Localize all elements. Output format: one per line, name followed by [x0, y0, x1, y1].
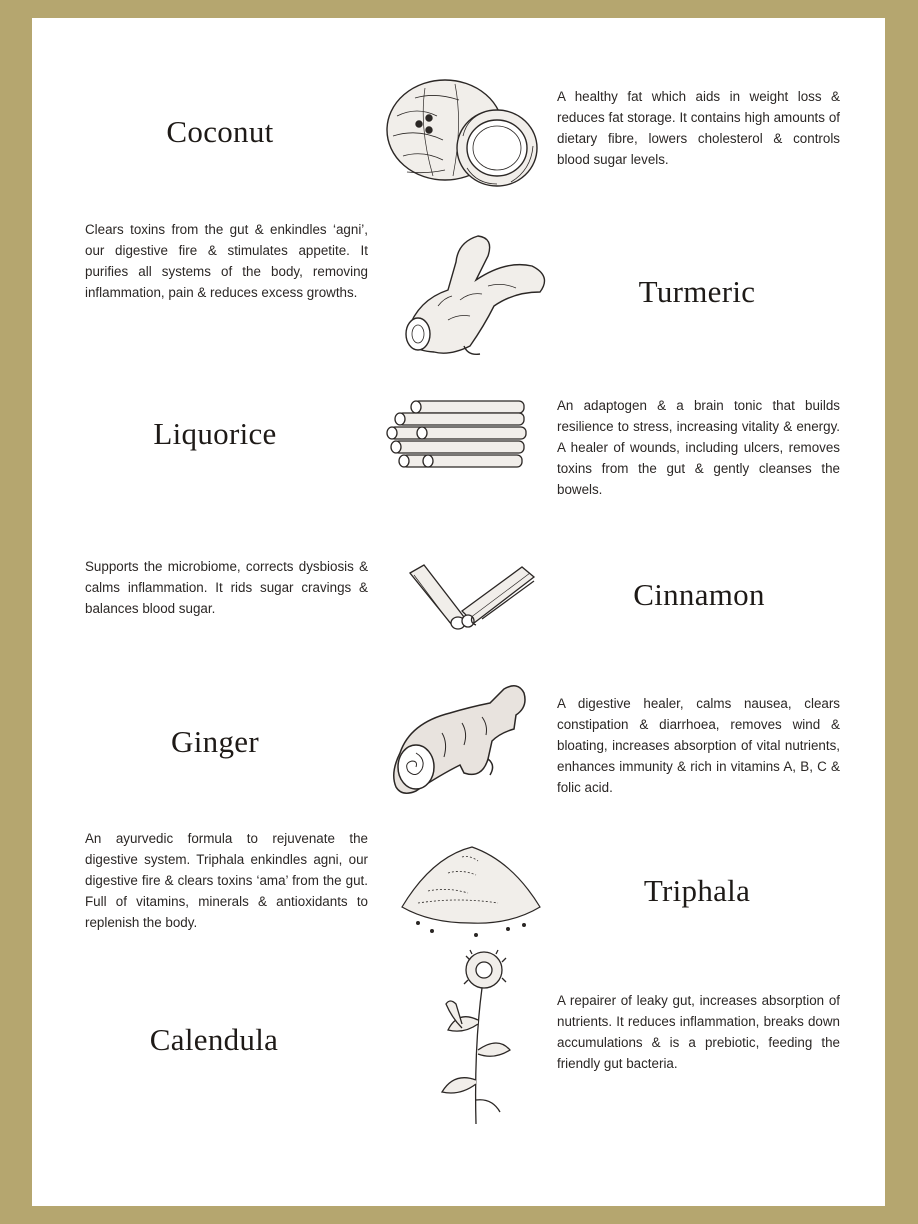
- ingredient-name-liquorice: Liquorice: [153, 416, 277, 451]
- ingredient-name-ginger: Ginger: [171, 724, 259, 759]
- ingredient-description-triphala: An ayurvedic formula to rejuvenate the digestive system. Triphala enkindles agni, our digestive fire & clears toxins ‘ama’ from the gut. Full of vitamins, minerals & antioxidants to replenish the body.: [85, 831, 368, 930]
- turmeric-root-illustration-icon: [398, 230, 548, 358]
- ingredient-description-cinnamon: Supports the microbiome, corrects dysbiosis & calms inflammation. It rids sugar cravings & balances blood sugar.: [85, 559, 368, 616]
- ingredient-description-calendula: A repairer of leaky gut, increases absorption of nutrients. It reduces inflammation, breaks down accumulations & is a prebiotic, feeding the friendly gut bacteria.: [557, 993, 840, 1071]
- ginger-root-illustration-icon: [392, 683, 528, 801]
- cinnamon-sticks-illustration-icon: [406, 561, 538, 631]
- ingredient-description-liquorice: An adaptogen & a brain tonic that builds resilience to stress, increasing vitality & energy. A healer of wounds, including ulcers, removes toxins from the gut & gently cleanses the bowels.: [557, 398, 840, 497]
- ingredients-page: [32, 18, 885, 1206]
- ingredient-name-calendula: Calendula: [149, 1022, 279, 1057]
- ingredient-name-cinnamon: Cinnamon: [633, 577, 765, 612]
- ingredient-name-triphala: Triphala: [643, 873, 751, 908]
- ingredient-description-turmeric: Clears toxins from the gut & enkindles ‘agni’, our digestive fire & stimulates appetite. It purifies all systems of the body, removing inflammation, pain & reduces excess growths.: [85, 222, 368, 300]
- ingredient-description-coconut: A healthy fat which aids in weight loss & reduces fat storage. It contains high amounts of dietary fibre, lowers cholesterol & controls blood sugar levels.: [557, 89, 840, 167]
- triphala-powder-illustration-icon: [398, 843, 544, 943]
- coconut-illustration-icon: [385, 76, 537, 194]
- ingredient-name-turmeric: Turmeric: [638, 274, 756, 309]
- ingredient-name-coconut: Coconut: [166, 114, 274, 149]
- calendula-flower-illustration-icon: [432, 950, 516, 1126]
- ingredient-description-ginger: A digestive healer, calms nausea, clears constipation & diarrhoea, removes wind & bloating, increases absorption of vital nutrients, enhances immunity & rich in vitamins A, B, C & folic acid.: [557, 696, 840, 795]
- liquorice-sticks-illustration-icon: [384, 397, 530, 473]
